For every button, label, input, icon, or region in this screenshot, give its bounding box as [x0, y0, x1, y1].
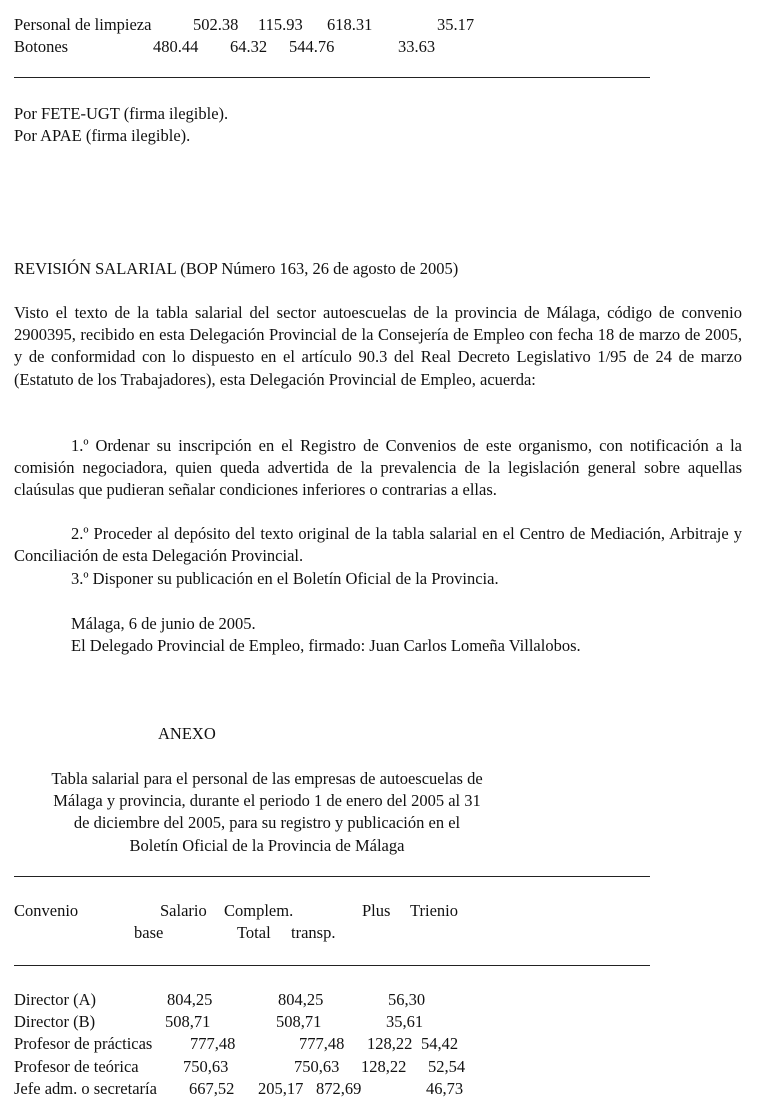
table-row-label: Director (A)	[14, 990, 97, 1009]
table-cell: 508,71	[165, 1012, 211, 1031]
table-cell: 502.38	[193, 15, 239, 34]
revision-item-2	[14, 523, 742, 567]
table-cell: 667,52	[189, 1079, 235, 1098]
annex-title: ANEXO	[158, 724, 216, 743]
revision-item-1	[14, 435, 742, 502]
table-row-label: Jefe adm. o secretaría	[14, 1079, 157, 1098]
table-cell: 115.93	[258, 15, 303, 34]
table-cell: 750,63	[183, 1057, 229, 1076]
table-cell: 52,54	[428, 1057, 466, 1076]
table-cell: 804,25	[278, 990, 324, 1009]
table-row-label: Profesor de teórica	[14, 1057, 139, 1076]
table-cell: 128,22	[361, 1057, 407, 1076]
signed-by: El Delegado Provincial de Empleo, firmado: Juan Carlos Lomeña Villalobos.	[71, 636, 581, 655]
header-total: Total	[237, 923, 271, 942]
revision-item-3-text: 3.º Disponer su publicación en el Boletín Oficial de la Provincia.	[71, 569, 499, 588]
header-convenio: Convenio	[14, 901, 79, 920]
annex-desc-line: Boletín Oficial de la Provincia de Málaga	[129, 835, 405, 855]
table-cell: 804,25	[167, 990, 213, 1009]
divider	[14, 77, 650, 78]
table-cell: 777,48	[190, 1034, 236, 1053]
header-complem: Complem.	[224, 901, 294, 920]
signature-line-apae: Por APAE (firma ilegible).	[14, 126, 191, 145]
revision-item-2-text: 2.º Proceder al depósito del texto original de la tabla salarial en el Centro de Mediación, Arbitraje y Conciliación de esta Delegación Provincial.	[14, 524, 742, 566]
header-base: base	[134, 923, 164, 942]
header-transp: transp.	[291, 923, 336, 942]
table-cell: 480.44	[153, 37, 199, 56]
revision-heading: REVISIÓN SALARIAL (BOP Número 163, 26 de agosto de 2005)	[14, 259, 459, 278]
table-cell: 56,30	[388, 990, 426, 1009]
table-cell: 544.76	[289, 37, 335, 56]
header-trienio: Trienio	[410, 901, 458, 920]
annex-description	[14, 768, 520, 857]
annex-desc-line: Tabla salarial para el personal de las empresas de autoescuelas de	[51, 769, 483, 788]
table-cell: 35,61	[386, 1012, 424, 1031]
table-row-label: Botones	[14, 37, 69, 56]
table-row-label: Personal de limpieza	[14, 15, 152, 34]
annex-desc-line: Málaga y provincia, durante el periodo 1 de enero del 2005 al 31	[53, 791, 481, 811]
table-cell: 205,17	[258, 1079, 304, 1098]
divider	[14, 876, 650, 877]
table-cell: 508,71	[276, 1012, 322, 1031]
divider	[14, 965, 650, 966]
table-cell: 33.63	[398, 37, 436, 56]
revision-item-3	[14, 568, 742, 590]
revision-intro: Visto el texto de la tabla salarial del sector autoescuelas de la provincia de Málaga, código de convenio 2900395, recibido en esta Delegación Provincial de la Consejería de Empleo con fecha 18 de marzo de 2005, y de conformidad con lo dispuesto en el artículo 90.3 del Real Decreto Legislativo 1/95 de 24 de marzo (Estatuto de los Trabajadores), esta Delegación Provincial de Empleo, acuerda:	[14, 303, 742, 389]
revision-item-1-text: 1.º Ordenar su inscripción en el Registro de Convenios de este organismo, con notificación a la comisión negociadora, quien queda advertida de la prevalencia de la legislación general sobre aquellas claúsulas que pudieran señalar condiciones inferiores o contrarias a ellas.	[14, 436, 742, 500]
table-cell: 128,22	[367, 1034, 413, 1053]
table-cell: 54,42	[421, 1034, 459, 1053]
table-cell: 46,73	[426, 1079, 464, 1098]
table-cell: 750,63	[294, 1057, 340, 1076]
signature-line-ugt: Por FETE-UGT (firma ilegible).	[14, 104, 229, 123]
header-plus: Plus	[362, 901, 391, 920]
table-cell: 64.32	[230, 37, 268, 56]
header-salario: Salario	[160, 901, 207, 920]
table-row-label: Director (B)	[14, 1012, 96, 1031]
table-row-label: Profesor de prácticas	[14, 1034, 153, 1053]
table-cell: 35.17	[437, 15, 475, 34]
place-date: Málaga, 6 de junio de 2005.	[71, 614, 256, 633]
table-cell: 872,69	[316, 1079, 362, 1098]
table-cell: 777,48	[299, 1034, 345, 1053]
table-cell: 618.31	[327, 15, 373, 34]
annex-desc-line: de diciembre del 2005, para su registro y publicación en el	[73, 813, 461, 833]
